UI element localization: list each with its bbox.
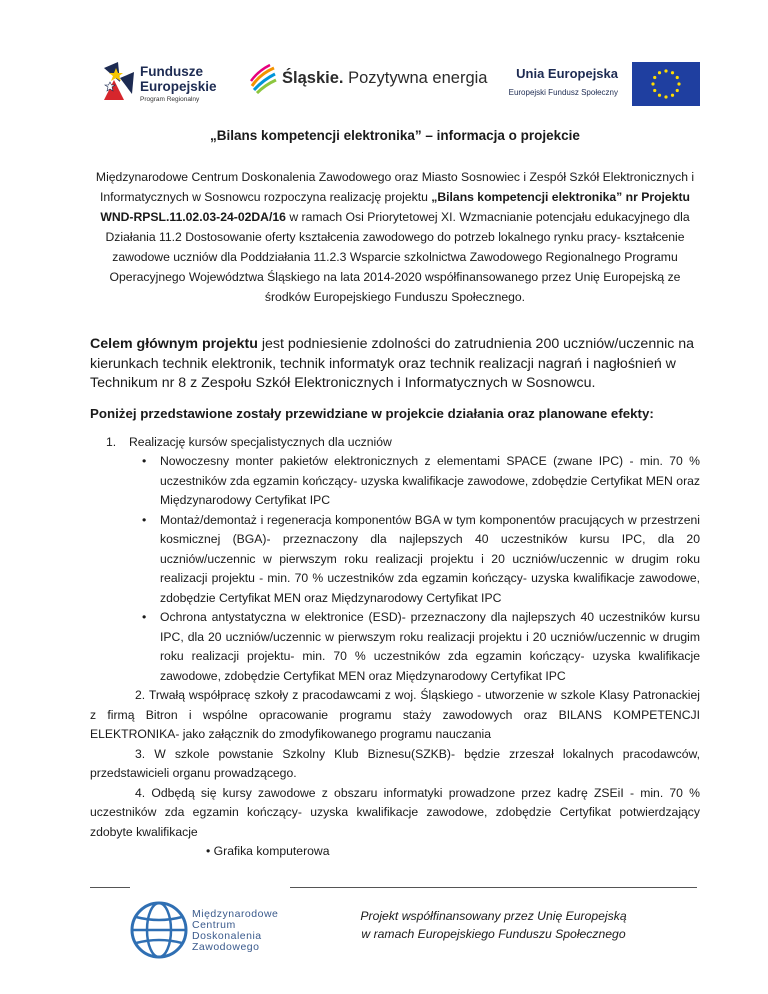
mcdz-wordmark: Międzynarodowe Centrum Doskonalenia Zawodowego bbox=[192, 908, 279, 953]
document-title: „Bilans kompetencji elektronika” – informacja o projekcie bbox=[210, 128, 580, 143]
intro-paragraph: Międzynarodowe Centrum Doskonalenia Zawodowego oraz Miasto Sosnowiec i Zespół Szkół Elektronicznych i Informatycznych w Sosnowcu rozpoczyna realizację projektu „Bilans kompetencji elektronika” nr Projektu WND-RPSL.11.02.03-24-02DA/16 w ramach Osi Priorytetowej XI. Wzmacnianie potencjału edukacyjnego dla Działania 11.2 Dostosowanie oferty kształcenia zawodowego do potrzeb lokalnego rynku pracy- kształcenie zawodowe uczniów dla Poddziałania 11.2.3 Wsparcie szkolnictwa Zawodowego Regionalnego Programu Operacyjnego Województwa Śląskiego na lata 2014-2020 współfinansowanego przez Unię Europejską ze środków Europejskiego Funduszu Społecznego. bbox=[95, 170, 695, 304]
fundusze-europejskie-subtitle: Program Regionalny bbox=[140, 96, 200, 103]
unia-europejska-subtitle: Europejski Fundusz Społeczny bbox=[508, 88, 618, 97]
activities-lead: Poniżej przedstawione zostały przewidziane w projekcie działania oraz planowane efekty: bbox=[90, 405, 654, 421]
list-item: • Montaż/demontaż i regeneracja komponentów BGA w tym komponentów pracujących w przestrzeni kosmicznej (BGA)- przeznaczony dla najlepszych 40 uczestników kursu IPC, dla 20 uczniów/uczennic w pierwszym roku realizacji projektu i 20 uczniów/uczennic w drugim roku realizacji projektu - min. 70 % uczestników zda egzamin kończący- uzyska kwalifikacje zawodowe, zdobędzie Certyfikat MEN oraz Międzynarodowy Certyfikat IPC bbox=[142, 512, 700, 605]
eu-star-icon bbox=[664, 95, 667, 98]
list-item: • Nowoczesny monter pakietów elektronicznych z elementami SPACE (zwane IPC) - min. 70 % uczestników zda egzamin kończący- uzyska kwalifikacje zawodowe, zdobędzie Certyfikat MEN oraz Międzynarodowy Certyfikat IPC bbox=[142, 454, 700, 507]
eu-star-icon bbox=[658, 71, 661, 74]
document-body bbox=[90, 128, 700, 862]
activities-list bbox=[90, 433, 700, 862]
list-item: • Grafika komputerowa bbox=[206, 844, 330, 858]
globe-icon bbox=[130, 901, 188, 959]
eu-star-icon bbox=[653, 76, 656, 79]
page-header bbox=[0, 52, 768, 110]
footer-divider bbox=[90, 887, 130, 888]
list-item: 4. Odbędą się kursy zawodowe z obszaru informatyki prowadzone przez kadrę ZSEiI - min. 70 % uczestników zda egzamin kończący- uzyska kwalifikacje zawodowe, zdobędzie Certyfikat potwierdzający zdobyte kwalifikacje bbox=[90, 785, 700, 839]
fundusze-europejskie-flag-icon bbox=[98, 58, 138, 104]
eu-star-icon bbox=[664, 69, 667, 72]
footer-cofinancing-note: Projekt współfinansowany przez Unię Europejską w ramach Europejskiego Funduszu Społecznego bbox=[360, 909, 627, 941]
list-item: 1. Realizację kursów specjalistycznych dla uczniów bbox=[106, 434, 392, 449]
slaskie-swirl-icon bbox=[248, 62, 278, 94]
slaskie-logo bbox=[248, 62, 488, 98]
eu-star-icon bbox=[671, 94, 674, 97]
eu-star-icon bbox=[653, 89, 656, 92]
list-item: • Ochrona antystatyczna w elektronice (ESD)- przeznaczony dla najlepszych 40 uczestników kursu IPC, dla 20 uczniów/uczennic w pierwszym roku realizacji projektu i 20 uczniów/uczennic w drugim roku realizacji projektu- min. 70 % uczestników zda egzamin kończący- uzyska kwalifikacje zawodowe, zdobędzie Certyfikat MEN oraz Międzynarodowy Certyfikat IPC bbox=[142, 610, 700, 683]
page-footer bbox=[0, 887, 768, 994]
goal-paragraph: Celem głównym projektu jest podniesienie zdolności do zatrudnienia 200 uczniów/uczennic na kierunkach technik elektronik, technik informatyk oraz technik realizacji nagrań i nagłośnień w Technikum nr 8 z Zespołu Szkół Elektronicznych i Informatycznych w Sosnowcu. bbox=[90, 336, 695, 391]
eu-star-icon bbox=[677, 82, 680, 85]
eu-star-icon bbox=[676, 76, 679, 79]
footer-divider bbox=[290, 887, 697, 888]
fundusze-europejskie-wordmark: Fundusze Europejskie bbox=[140, 64, 217, 94]
fundusze-europejskie-logo bbox=[98, 58, 228, 106]
unia-europejska-title: Unia Europejska bbox=[516, 66, 618, 81]
mcdz-logo bbox=[130, 901, 300, 965]
eu-star-icon bbox=[671, 71, 674, 74]
eu-star-icon bbox=[676, 89, 679, 92]
list-item: 3. W szkole powstanie Szkolny Klub Biznesu(SZKB)- będzie zrzeszał lokalnych pracodawców, przedstawicieli organu prowadzącego. bbox=[90, 746, 700, 780]
list-item: 2. Trwałą współpracę szkoły z pracodawcami z woj. Śląskiego - utworzenie w szkole Klasy Patronackiej z firmą Bitron i wspólne opracowanie programu staży zawodowych oraz BILANS KOMPETENCJI ELEKTRONIKA- jako załącznik do zmodyfikowanego programu nauczania bbox=[90, 688, 700, 741]
eu-flag-icon bbox=[632, 62, 700, 106]
eu-star-icon bbox=[651, 82, 654, 85]
slaskie-wordmark: Śląskie. Pozytywna energia bbox=[282, 69, 488, 87]
unia-europejska-logo bbox=[500, 62, 700, 106]
eu-star-icon bbox=[658, 94, 661, 97]
